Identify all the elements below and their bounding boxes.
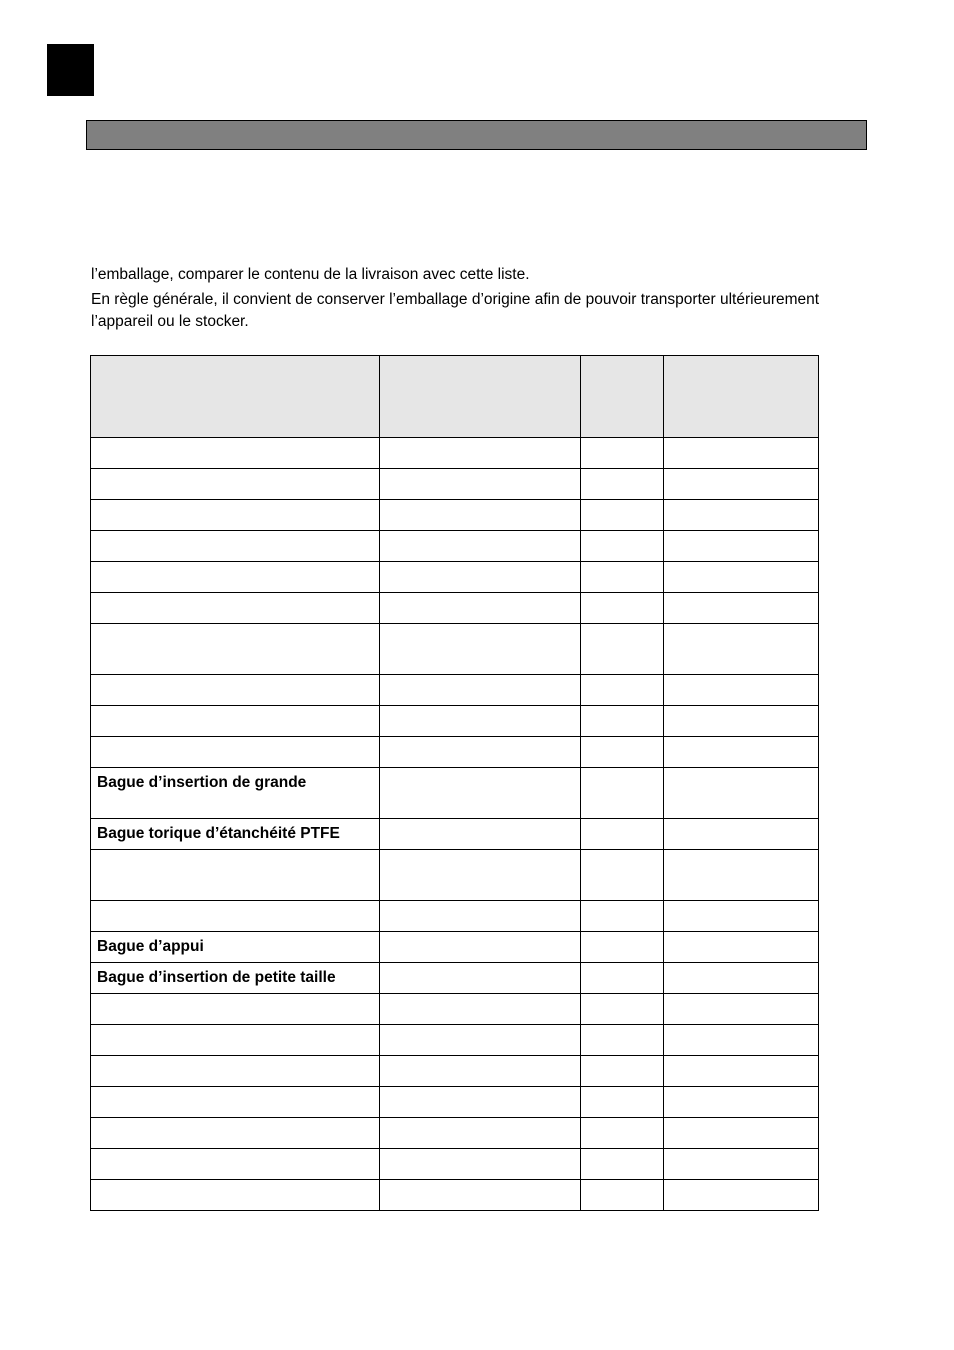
item-name-cell <box>91 1056 380 1087</box>
table-row <box>91 706 819 737</box>
table-row <box>91 994 819 1025</box>
table-cell <box>581 1149 664 1180</box>
table-cell <box>664 1087 819 1118</box>
table-cell <box>380 1149 581 1180</box>
table-cell <box>380 737 581 768</box>
item-name-cell <box>91 624 380 675</box>
item-name-cell: Bague torique d’étanchéité PTFE <box>91 819 380 850</box>
table-cell <box>581 706 664 737</box>
table-cell <box>380 438 581 469</box>
table-cell <box>380 469 581 500</box>
table-cell <box>581 737 664 768</box>
table-cell <box>664 438 819 469</box>
intro-text <box>91 264 831 336</box>
table-cell <box>380 531 581 562</box>
item-name-cell <box>91 706 380 737</box>
item-name-cell <box>91 500 380 531</box>
intro-line-1: l’emballage, comparer le contenu de la livraison avec cette liste. <box>91 266 530 283</box>
table-row <box>91 1149 819 1180</box>
table-cell <box>664 901 819 932</box>
item-name-cell <box>91 593 380 624</box>
table-row <box>91 901 819 932</box>
table-row <box>91 624 819 675</box>
table-row <box>91 850 819 901</box>
item-name-cell <box>91 469 380 500</box>
table-row <box>91 1087 819 1118</box>
table-cell <box>664 1149 819 1180</box>
table-cell <box>664 1180 819 1211</box>
table-row <box>91 1180 819 1211</box>
item-name-cell <box>91 1087 380 1118</box>
table-cell <box>664 932 819 963</box>
item-name-cell <box>91 675 380 706</box>
table-cell <box>380 675 581 706</box>
table-cell <box>664 593 819 624</box>
table-cell <box>380 768 581 819</box>
table-cell <box>380 901 581 932</box>
item-name-cell <box>91 562 380 593</box>
table-row <box>91 1025 819 1056</box>
table-header-row <box>91 356 819 438</box>
table-cell <box>380 624 581 675</box>
item-name-cell <box>91 1149 380 1180</box>
item-name-cell: Bague d’appui <box>91 932 380 963</box>
table-cell <box>380 963 581 994</box>
table-cell <box>581 531 664 562</box>
table-cell <box>380 819 581 850</box>
table-row <box>91 819 819 850</box>
table-cell <box>581 500 664 531</box>
item-name-cell: Bague d’insertion de petite taille <box>91 963 380 994</box>
item-name-cell <box>91 994 380 1025</box>
item-name-cell <box>91 901 380 932</box>
table-cell <box>380 562 581 593</box>
table-row <box>91 1056 819 1087</box>
table-cell <box>581 1180 664 1211</box>
delivery-contents-table <box>90 355 819 1211</box>
table-cell <box>380 1056 581 1087</box>
table-cell <box>581 469 664 500</box>
table-row <box>91 963 819 994</box>
table-cell <box>581 819 664 850</box>
table-cell <box>380 1180 581 1211</box>
table-row <box>91 469 819 500</box>
chapter-marker <box>47 44 94 96</box>
table-cell <box>380 706 581 737</box>
table-row <box>91 438 819 469</box>
table-cell <box>380 1025 581 1056</box>
table-cell <box>664 624 819 675</box>
table-cell <box>380 500 581 531</box>
table-row <box>91 531 819 562</box>
table-row <box>91 1118 819 1149</box>
item-name-cell <box>91 531 380 562</box>
table-cell <box>664 675 819 706</box>
table-cell <box>581 624 664 675</box>
table-cell <box>664 469 819 500</box>
table-cell <box>664 706 819 737</box>
table-cell <box>581 1025 664 1056</box>
table-cell <box>581 593 664 624</box>
table-cell <box>664 1025 819 1056</box>
table-cell <box>581 438 664 469</box>
item-name-cell <box>91 737 380 768</box>
table-cell <box>380 1118 581 1149</box>
table-cell <box>581 675 664 706</box>
table-row <box>91 500 819 531</box>
item-name-cell <box>91 1025 380 1056</box>
table-cell <box>664 819 819 850</box>
table-cell <box>380 932 581 963</box>
table-cell <box>380 1087 581 1118</box>
table-cell <box>581 901 664 932</box>
table-cell <box>581 963 664 994</box>
table-cell <box>664 850 819 901</box>
table-cell <box>581 1087 664 1118</box>
item-name-cell <box>91 438 380 469</box>
table-row <box>91 675 819 706</box>
item-name-cell <box>91 1118 380 1149</box>
table-cell <box>664 562 819 593</box>
table-cell <box>664 531 819 562</box>
item-name-cell <box>91 850 380 901</box>
table-cell <box>664 500 819 531</box>
table-cell <box>380 850 581 901</box>
table-row <box>91 737 819 768</box>
table-cell <box>581 562 664 593</box>
item-name-cell <box>91 1180 380 1211</box>
table-cell <box>581 850 664 901</box>
header-cell <box>380 356 581 438</box>
section-header-bar <box>86 120 867 150</box>
table-cell <box>380 994 581 1025</box>
table-row <box>91 768 819 819</box>
table-row <box>91 562 819 593</box>
table-cell <box>664 963 819 994</box>
table-cell <box>581 1056 664 1087</box>
table-row <box>91 593 819 624</box>
table-cell <box>664 737 819 768</box>
table-cell <box>664 1118 819 1149</box>
header-cell <box>664 356 819 438</box>
intro-line-2: En règle générale, il convient de conserver l’emballage d’origine afin de pouvoir transporter ultérieurement l’appareil ou le stocker. <box>91 291 820 330</box>
header-cell <box>91 356 380 438</box>
table-cell <box>581 768 664 819</box>
table-cell <box>380 593 581 624</box>
table-cell <box>581 1118 664 1149</box>
table-cell <box>664 1056 819 1087</box>
header-cell <box>581 356 664 438</box>
table-row <box>91 932 819 963</box>
item-name-cell: Bague d’insertion de grande <box>91 768 380 819</box>
table-cell <box>581 994 664 1025</box>
table-cell <box>664 994 819 1025</box>
table-cell <box>664 768 819 819</box>
table-cell <box>581 932 664 963</box>
